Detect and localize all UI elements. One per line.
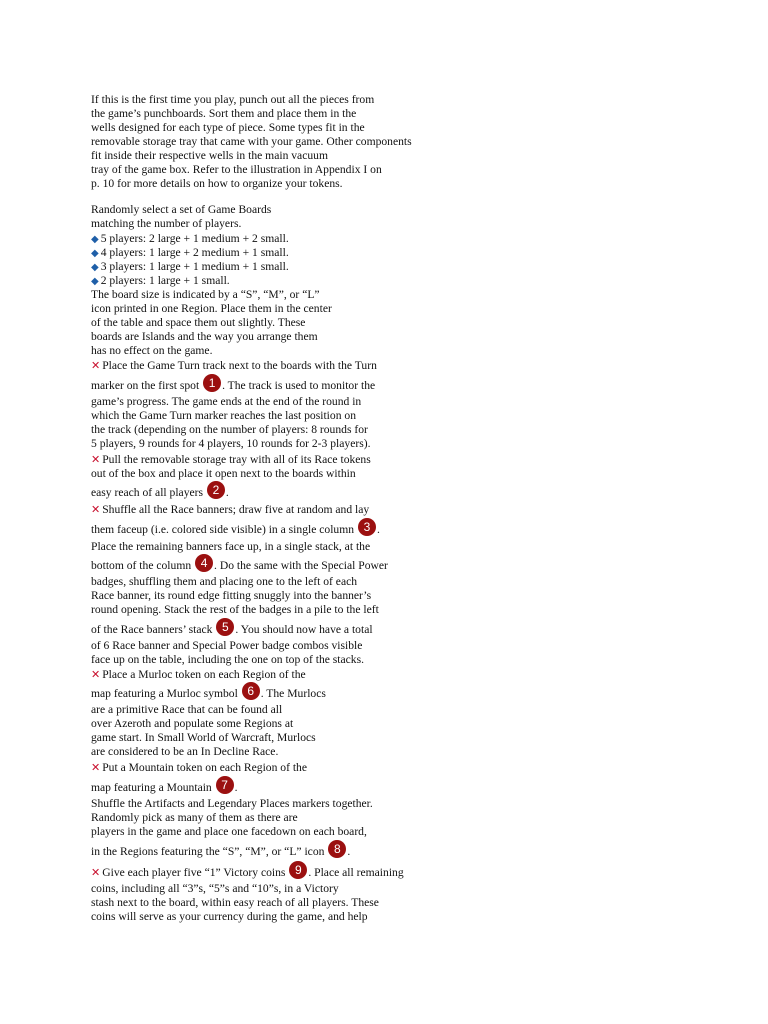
- board-bullet: [91, 274, 230, 289]
- board-bullet: [91, 232, 289, 247]
- step-artifacts-line: [91, 843, 350, 861]
- diamond-bullet-icon: ◆: [91, 276, 99, 287]
- step-murloc-text: map featuring a Murloc symbol: [91, 687, 241, 700]
- step-banners-line: badges, shuffling them and placing one to the left of each: [91, 575, 358, 588]
- step-coins-line: stash next to the board, within easy reach of all players. These: [91, 896, 379, 909]
- step-mountain-text: .: [234, 781, 238, 794]
- step-murloc-line: are considered to be an In Decline Race.: [91, 745, 279, 758]
- board-size-line: icon printed in one Region. Place them in the center: [91, 302, 332, 315]
- diamond-bullet-icon: ◆: [91, 234, 99, 245]
- para1-line: wells designed for each type of piece. Some types fit in the: [91, 121, 365, 134]
- step-turn-line: [91, 359, 377, 373]
- step-banners-line: [91, 621, 373, 639]
- step-mountain-line: [91, 761, 307, 775]
- step-tray-text: easy reach of all players: [91, 486, 206, 499]
- para1-line: fit inside their respective wells in the main vacuum: [91, 149, 328, 162]
- step-tray-line: out of the box and place it open next to the boards within: [91, 467, 356, 480]
- step-number-badge: 7: [216, 776, 234, 794]
- cross-bullet-icon: ✕: [91, 668, 101, 681]
- step-banners-line: round opening. Stack the rest of the badges in a pile to the left: [91, 603, 379, 616]
- step-coins-line: coins will serve as your currency during the game, and help: [91, 910, 368, 923]
- cross-bullet-icon: ✕: [91, 359, 101, 372]
- step-banners-line: Place the remaining banners face up, in a single stack, at the: [91, 540, 371, 553]
- step-banners-text: them faceup (i.e. colored side visible) in a single column: [91, 523, 357, 536]
- step-banners-line: Race banner, its round edge fitting snuggly into the banner’s: [91, 589, 372, 602]
- bullet-text: 4 players: 1 large + 2 medium + 1 small.: [100, 246, 289, 259]
- para1-line: tray of the game box. Refer to the illustration in Appendix I on: [91, 163, 382, 176]
- para1-line: p. 10 for more details on how to organize your tokens.: [91, 177, 343, 190]
- para1-line: the game’s punchboards. Sort them and place them in the: [91, 107, 357, 120]
- bullet-text: 5 players: 2 large + 1 medium + 2 small.: [100, 232, 289, 245]
- step-banners-text: . You should now have a total: [235, 623, 373, 636]
- step-banners-text: . Do the same with the Special Power: [214, 559, 388, 572]
- step-number-badge: 4: [195, 554, 213, 572]
- board-size-line: of the table and space them out slightly. These: [91, 316, 306, 329]
- step-turn-line: which the Game Turn marker reaches the last position on: [91, 409, 356, 422]
- step-mountain-text: Put a Mountain token on each Region of the: [102, 761, 308, 774]
- boards-intro-line: Randomly select a set of Game Boards: [91, 203, 272, 216]
- step-number-badge: 5: [216, 618, 234, 636]
- step-turn-line: [91, 377, 375, 395]
- step-number-badge: 2: [207, 481, 225, 499]
- diamond-bullet-icon: ◆: [91, 262, 99, 273]
- cross-bullet-icon: ✕: [91, 503, 101, 516]
- step-coins-line: [91, 864, 404, 882]
- step-murloc-line: game start. In Small World of Warcraft, Murlocs: [91, 731, 316, 744]
- step-artifacts-text: .: [347, 845, 351, 858]
- step-mountain-line: [91, 779, 238, 797]
- step-tray-text: .: [225, 486, 229, 499]
- step-murloc-line: [91, 685, 326, 703]
- bullet-text: 2 players: 1 large + 1 small.: [100, 274, 230, 287]
- board-bullet: [91, 260, 289, 275]
- step-murloc-line: [91, 668, 306, 682]
- step-banners-line: of 6 Race banner and Special Power badge combos visible: [91, 639, 363, 652]
- cross-bullet-icon: ✕: [91, 866, 101, 879]
- step-banners-line: [91, 557, 388, 575]
- para1-line: removable storage tray that came with your game. Other components: [91, 135, 412, 148]
- step-number-badge: 1: [203, 374, 221, 392]
- para1-line: If this is the first time you play, punch out all the pieces from: [91, 93, 375, 106]
- step-murloc-line: over Azeroth and populate some Regions at: [91, 717, 294, 730]
- step-murloc-text: . The Murlocs: [260, 687, 326, 700]
- step-coins-text: Give each player five “1” Victory coins: [102, 866, 289, 879]
- step-artifacts-text: in the Regions featuring the “S”, “M”, or “L” icon: [91, 845, 328, 858]
- step-tray-line: [91, 453, 371, 467]
- step-artifacts-line: Shuffle the Artifacts and Legendary Places markers together.: [91, 797, 373, 810]
- step-turn-text: . The track is used to monitor the: [222, 379, 376, 392]
- board-size-line: has no effect on the game.: [91, 344, 213, 357]
- step-artifacts-line: Randomly pick as many of them as there are: [91, 811, 298, 824]
- step-number-badge: 3: [358, 518, 376, 536]
- board-size-line: boards are Islands and the way you arrange them: [91, 330, 318, 343]
- step-turn-line: game’s progress. The game ends at the end of the round in: [91, 395, 362, 408]
- board-bullet: [91, 246, 289, 261]
- step-coins-text: . Place all remaining: [308, 866, 404, 879]
- step-banners-line: [91, 521, 380, 539]
- step-tray-text: Pull the removable storage tray with all of its Race tokens: [102, 453, 371, 466]
- step-banners-line: face up on the table, including the one on top of the stacks.: [91, 653, 365, 666]
- step-banners-text: Shuffle all the Race banners; draw five at random and lay: [102, 503, 370, 516]
- cross-bullet-icon: ✕: [91, 761, 101, 774]
- cross-bullet-icon: ✕: [91, 453, 101, 466]
- step-turn-line: 5 players, 9 rounds for 4 players, 10 rounds for 2-3 players).: [91, 437, 371, 450]
- step-murloc-line: are a primitive Race that can be found all: [91, 703, 283, 716]
- step-coins-line: coins, including all “3”s, “5”s and “10”s, in a Victory: [91, 882, 339, 895]
- step-turn-text: marker on the first spot: [91, 379, 203, 392]
- bullet-text: 3 players: 1 large + 1 medium + 1 small.: [100, 260, 289, 273]
- step-banners-text: of the Race banners’ stack: [91, 623, 216, 636]
- step-banners-text: .: [376, 523, 380, 536]
- step-banners-text: bottom of the column: [91, 559, 195, 572]
- step-mountain-text: map featuring a Mountain: [91, 781, 215, 794]
- step-number-badge: 8: [328, 840, 346, 858]
- step-turn-text: Place the Game Turn track next to the boards with the Turn: [102, 359, 377, 372]
- boards-intro-line: matching the number of players.: [91, 217, 242, 230]
- step-tray-line: [91, 484, 229, 502]
- step-artifacts-line: players in the game and place one facedown on each board,: [91, 825, 367, 838]
- step-banners-line: [91, 503, 369, 517]
- step-number-badge: 6: [242, 682, 260, 700]
- step-number-badge: 9: [289, 861, 307, 879]
- diamond-bullet-icon: ◆: [91, 248, 99, 259]
- board-size-line: The board size is indicated by a “S”, “M”, or “L”: [91, 288, 320, 301]
- step-turn-line: the track (depending on the number of players: 8 rounds for: [91, 423, 368, 436]
- step-murloc-text: Place a Murloc token on each Region of the: [102, 668, 306, 681]
